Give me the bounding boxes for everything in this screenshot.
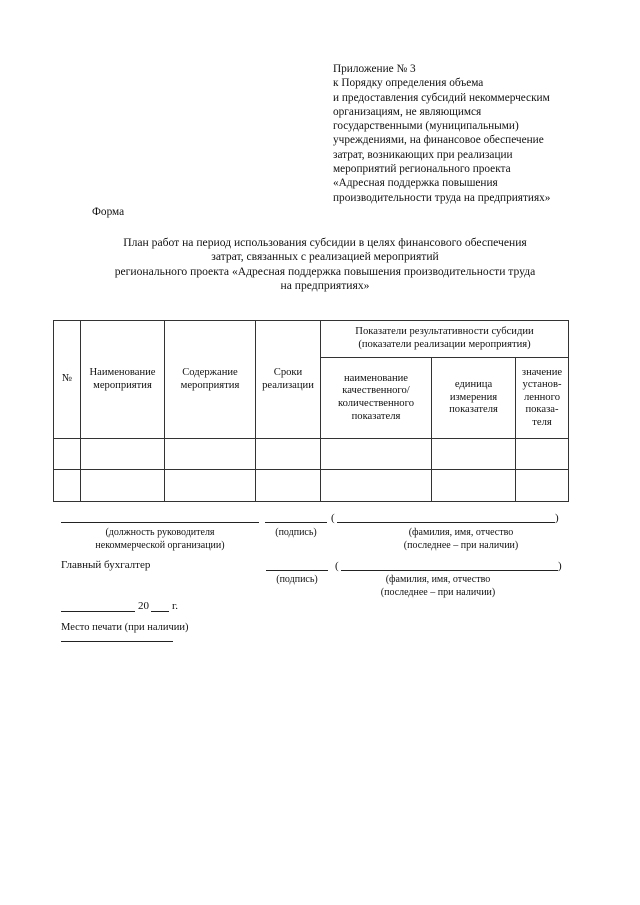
fio-caption-line: (последнее – при наличии) bbox=[380, 586, 496, 598]
table-row bbox=[54, 470, 569, 502]
header-indicators-group: Показатели результативности субсидии (показатели реализации мероприятия) bbox=[321, 321, 569, 358]
table-cell[interactable] bbox=[165, 439, 256, 470]
title-line: регионального проекта «Адресная поддержка повышения производительности труда bbox=[114, 264, 536, 278]
year-prefix: 20 bbox=[138, 600, 149, 612]
table-cell[interactable] bbox=[432, 470, 516, 502]
annex-line: учреждениями, на финансовое обеспечение bbox=[333, 134, 544, 147]
stamp-place-label: Место печати (при наличии) bbox=[61, 622, 189, 633]
position-line[interactable] bbox=[61, 522, 259, 523]
year-line[interactable] bbox=[151, 611, 169, 612]
annex-line: государственными (муниципальными) bbox=[333, 120, 519, 133]
table-cell[interactable] bbox=[432, 439, 516, 470]
subheader-value-line: установ- bbox=[522, 379, 562, 391]
table-cell[interactable] bbox=[81, 439, 165, 470]
stamp-line bbox=[61, 641, 173, 642]
header-number: № bbox=[54, 321, 81, 439]
fio-caption-2 bbox=[363, 574, 513, 599]
table-cell[interactable] bbox=[321, 439, 432, 470]
annex-line: мероприятий регионального проекта bbox=[333, 163, 511, 176]
open-paren: ( bbox=[331, 512, 335, 524]
subheader-indicator-name: наименование качественного/ количественного показателя bbox=[321, 358, 432, 439]
header-event-content: Содержание мероприятия bbox=[165, 321, 256, 439]
header-event-name: Наименование мероприятия bbox=[81, 321, 165, 439]
fio-caption-line: (фамилия, имя, отчество bbox=[408, 527, 514, 538]
chief-accountant-label: Главный бухгалтер bbox=[61, 559, 151, 571]
open-paren-2: ( bbox=[335, 560, 339, 572]
subheader-value-line: теля bbox=[532, 416, 552, 428]
subheader-value-line: ленного bbox=[523, 391, 560, 403]
fio-caption-line: (последнее – при наличии) bbox=[403, 539, 519, 551]
subheader-value-line: показа- bbox=[525, 404, 559, 416]
table-cell[interactable] bbox=[54, 470, 81, 502]
annex-line: «Адресная поддержка повышения bbox=[333, 177, 498, 190]
table-cell[interactable] bbox=[256, 470, 321, 502]
title-line: затрат, связанных с реализацией мероприятий bbox=[211, 250, 439, 264]
table-cell[interactable] bbox=[321, 470, 432, 502]
fio-caption-line: (фамилия, имя, отчество bbox=[385, 574, 491, 585]
annex-line: Приложение № 3 bbox=[333, 63, 416, 75]
table-cell[interactable] bbox=[256, 439, 321, 470]
table-row bbox=[54, 439, 569, 470]
signature-line[interactable] bbox=[265, 522, 327, 523]
position-caption-line: (должность руководителя bbox=[105, 527, 215, 538]
title-line: на предприятиях» bbox=[280, 279, 370, 293]
signature-caption-2: (подпись) bbox=[276, 574, 318, 585]
form-label: Форма bbox=[92, 206, 125, 218]
subheader-value bbox=[516, 358, 569, 439]
close-paren-2: ) bbox=[558, 560, 562, 572]
signature-line-2[interactable] bbox=[266, 570, 328, 571]
date-line[interactable] bbox=[61, 611, 135, 612]
fio-line[interactable] bbox=[337, 522, 555, 523]
annex-line: и предоставления субсидий некоммерческим bbox=[333, 91, 550, 104]
annex-header bbox=[333, 62, 633, 205]
signature-caption: (подпись) bbox=[275, 527, 317, 538]
table-cell[interactable] bbox=[516, 439, 569, 470]
annex-line: производительности труда на предприятиях» bbox=[333, 191, 551, 204]
fio-caption bbox=[386, 527, 536, 552]
header-terms: Сроки реализации bbox=[256, 321, 321, 439]
position-caption bbox=[75, 527, 245, 552]
table-header-row bbox=[54, 321, 569, 358]
annex-line: к Порядку определения объема bbox=[333, 77, 484, 90]
plan-table bbox=[53, 320, 569, 502]
table-cell[interactable] bbox=[54, 439, 81, 470]
year-suffix: г. bbox=[172, 600, 179, 612]
annex-line: организациям, не являющимся bbox=[333, 105, 482, 118]
document-title bbox=[60, 236, 590, 294]
position-caption-line: некоммерческой организации) bbox=[95, 539, 225, 551]
table-cell[interactable] bbox=[165, 470, 256, 502]
subheader-unit: единица измерения показателя bbox=[432, 358, 516, 439]
table-cell[interactable] bbox=[81, 470, 165, 502]
annex-line: затрат, возникающих при реализации bbox=[333, 148, 513, 161]
subheader-value-line: значение bbox=[521, 366, 563, 378]
title-line: План работ на период использования субсидии в целях финансового обеспечения bbox=[123, 236, 527, 249]
fio-line-2[interactable] bbox=[341, 570, 558, 571]
close-paren: ) bbox=[555, 512, 559, 524]
table-cell[interactable] bbox=[516, 470, 569, 502]
